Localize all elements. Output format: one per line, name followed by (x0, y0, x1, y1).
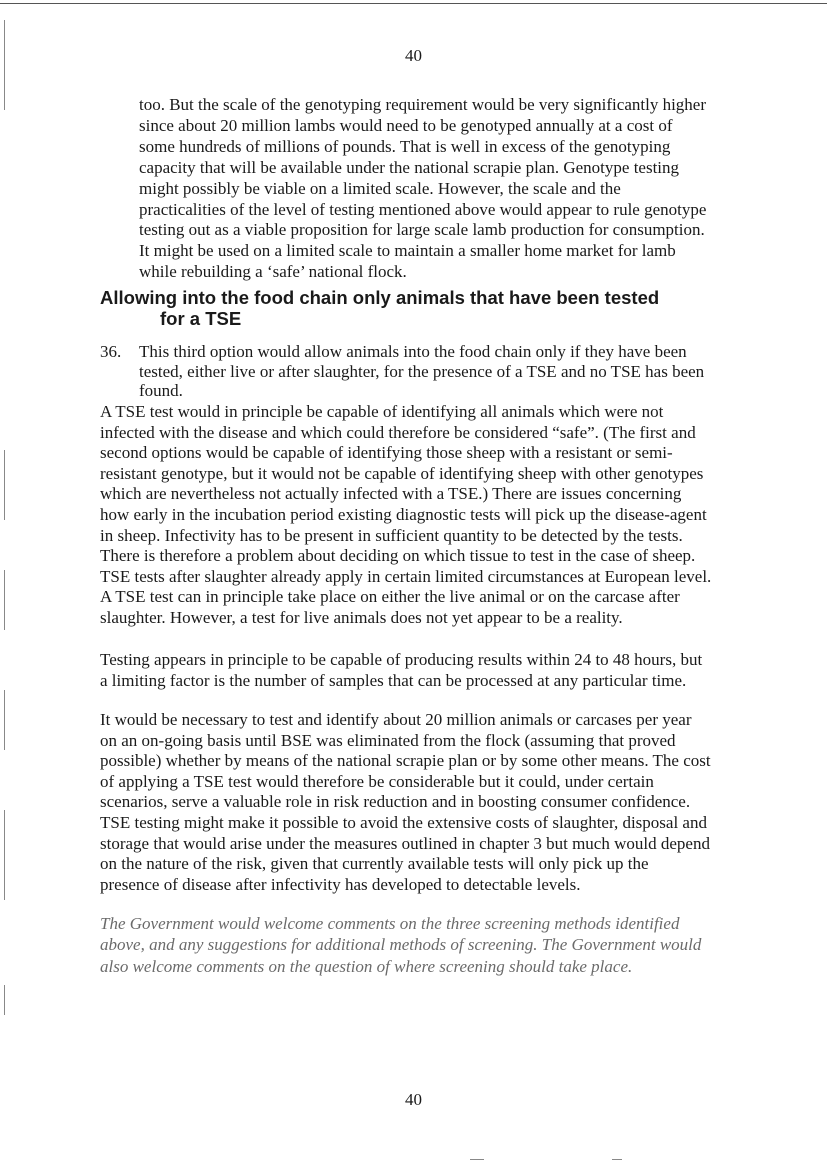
left-margin-line (4, 570, 5, 630)
consultation-question: The Government would welcome comments on the three screening methods identified above, and any suggestions for additional methods of screening. The Government would also welcome comments on the question of where screening should take place. (100, 914, 702, 976)
left-margin-line (4, 810, 5, 900)
section-heading (100, 287, 720, 329)
scan-mark (612, 1159, 622, 1160)
numbered-paragraph-36 (100, 342, 710, 401)
body-paragraph-testing-time: Testing appears in principle to be capable of producing results within 24 to 48 hours, but a limiting factor is the number of samples that can be processed at any particular time. (100, 650, 703, 690)
page-number-top: 40 (405, 46, 422, 65)
page-number-bottom: 40 (405, 1090, 422, 1109)
scan-mark (470, 1159, 484, 1160)
left-margin-line (4, 985, 5, 1015)
left-margin-line (4, 690, 5, 750)
paragraph-number: 36. (100, 342, 122, 361)
section-heading-line1: Allowing into the food chain only animals that have been tested (100, 287, 660, 308)
left-margin-line (4, 450, 5, 520)
section-heading-line2: for a TSE (160, 308, 242, 329)
continuation-paragraph: too. But the scale of the genotyping requirement would be very significantly higher since about 20 million lambs would need to be genotyped annually at a cost of some hundreds of millions of pounds. That is well in excess of the genotyping capacity that will be available under the national scrapie plan. Genotype testing might possibly be viable on a limited scale. However, the scale and the practicalities of the level of testing mentioned above would appear to rule genotype testing out as a viable proposition for large scale lamb production for consumption. It might be used on a limited scale to maintain a smaller home market for lamb while rebuilding a ‘safe’ national flock. (139, 95, 707, 282)
body-paragraph-testing-cost: It would be necessary to test and identify about 20 million animals or carcases per year on an on-going basis until BSE was eliminated from the flock (assuming that proved possible) whether by means of the national scrapie plan or by some other means. The cost of applying a TSE test would therefore be considerable but it could, under certain scenarios, serve a valuable role in risk reduction and in boosting consumer confidence. TSE testing might make it possible to avoid the extensive costs of slaughter, disposal and storage that would arise under the measures outlined in chapter 3 but much would depend on the nature of the risk, given that currently available tests will only pick up the presence of disease after infectivity has developed to detectable levels. (100, 710, 711, 894)
body-paragraph-tse-test: A TSE test would in principle be capable of identifying all animals which were not infected with the disease and which could therefore be considered “safe”. (The first and second options would be capable of identifying those sheep with a resistant or semi-resistant genotype, but it would not be capable of identifying sheep with other genotypes which are nevertheless not actually infected with a TSE.) There are issues concerning how early in the incubation period existing diagnostic tests will pick up the disease-agent in sheep. Infectivity has to be present in sufficient quantity to be detected by the tests. There is therefore a problem about deciding on which tissue to test in the case of sheep. TSE tests after slaughter already apply in certain limited circumstances at European level. A TSE test can in principle take place on either the live animal or on the carcase after slaughter. However, a test for live animals does not yet appear to be a reality. (100, 402, 712, 627)
top-rule (0, 3, 827, 4)
paragraph-text: This third option would allow animals into the food chain only if they have been tested, either live or after slaughter, for the presence of a TSE and no TSE has been found. (139, 342, 705, 401)
